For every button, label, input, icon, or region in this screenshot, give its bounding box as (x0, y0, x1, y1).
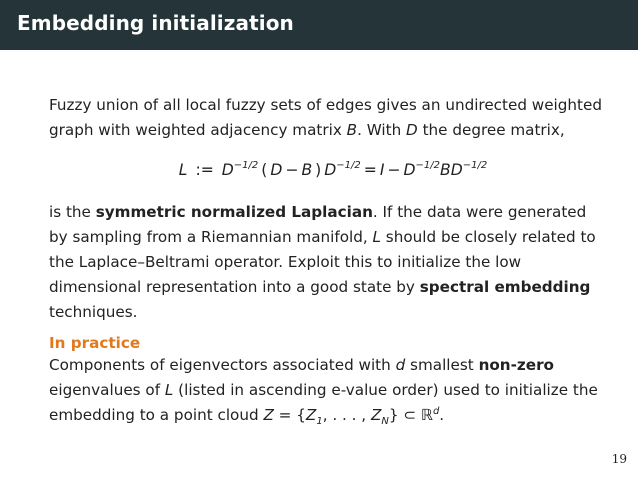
eq-assign: := (195, 161, 214, 179)
practice-z1: Z (305, 406, 317, 424)
eq-d2: D (270, 161, 283, 179)
laplacian-l: L (372, 228, 381, 246)
laplacian-text-4: techniques. (49, 303, 138, 321)
matrix-d: D (406, 121, 418, 139)
slide-header (0, 0, 638, 50)
symmetric-normalized-laplacian-term: symmetric normalized Laplacian (95, 203, 373, 221)
practice-dots: , . . . , (322, 406, 371, 424)
practice-zn: Z (370, 406, 382, 424)
intro-paragraph (49, 93, 609, 143)
practice-text-6: } ⊂ ℝ (388, 406, 433, 424)
laplacian-text-3: should be closely related to the Laplace–Beltrami operator. Exploit this to initialize the low dimensional representation into a good state by (49, 228, 596, 296)
slide-content (49, 93, 609, 430)
eq-d4: D (403, 161, 416, 179)
eq-d3: D (324, 161, 337, 179)
intro-text-3: the degree matrix, (417, 121, 565, 139)
in-practice-paragraph (49, 353, 609, 430)
practice-text-7: . (439, 406, 445, 424)
practice-text-4: (listed in ascending e-value order) used to initialize the embedding to a point cloud (49, 381, 598, 424)
eq-equals: = (363, 161, 377, 179)
practice-z: Z (263, 406, 274, 424)
eq-l: L (178, 161, 188, 179)
matrix-b: B (346, 121, 358, 139)
laplacian-equation (49, 157, 609, 186)
eq-exp3: −1/2 (415, 160, 440, 171)
laplacian-text-1: is the (49, 203, 96, 221)
spectral-embedding-term: spectral embedding (419, 278, 591, 296)
eq-i: I (379, 161, 385, 179)
eq-minus2: − (387, 161, 401, 179)
eq-exp4: −1/2 (462, 160, 488, 171)
practice-sub-n: N (381, 416, 389, 427)
eq-d5: D (450, 161, 463, 179)
practice-text-2: smallest (405, 356, 479, 374)
intro-text-1: Fuzzy union of all local fuzzy sets of edges gives an undirected weighted graph with weighted adjacency matrix (49, 96, 602, 139)
eq-b2: B (440, 161, 451, 179)
eq-minus1: − (285, 161, 299, 179)
intro-text-2: . With (357, 121, 407, 139)
eq-exp2: −1/2 (336, 160, 361, 171)
eq-paren-open: ( (261, 161, 268, 179)
eq-exp1: −1/2 (233, 160, 259, 171)
practice-sup-d: d (432, 406, 440, 417)
practice-text-3: eigenvalues of (49, 381, 165, 399)
slide-title: Embedding initialization (17, 11, 294, 35)
eq-paren-close: ) (315, 161, 322, 179)
practice-sub-1: 1 (316, 416, 323, 427)
practice-d: d (395, 356, 406, 374)
eq-d1: D (221, 161, 234, 179)
eq-b1: B (301, 161, 313, 179)
practice-text-5: = { (273, 406, 306, 424)
practice-text-1: Components of eigenvectors associated with (49, 356, 396, 374)
practice-l: L (164, 381, 174, 399)
laplacian-text-2: . If the data were generated by sampling from a Riemannian manifold, (49, 203, 587, 246)
in-practice-heading: In practice (49, 334, 141, 352)
non-zero-term: non-zero (478, 356, 554, 374)
laplacian-paragraph (49, 200, 609, 325)
page-number: 19 (611, 452, 627, 466)
